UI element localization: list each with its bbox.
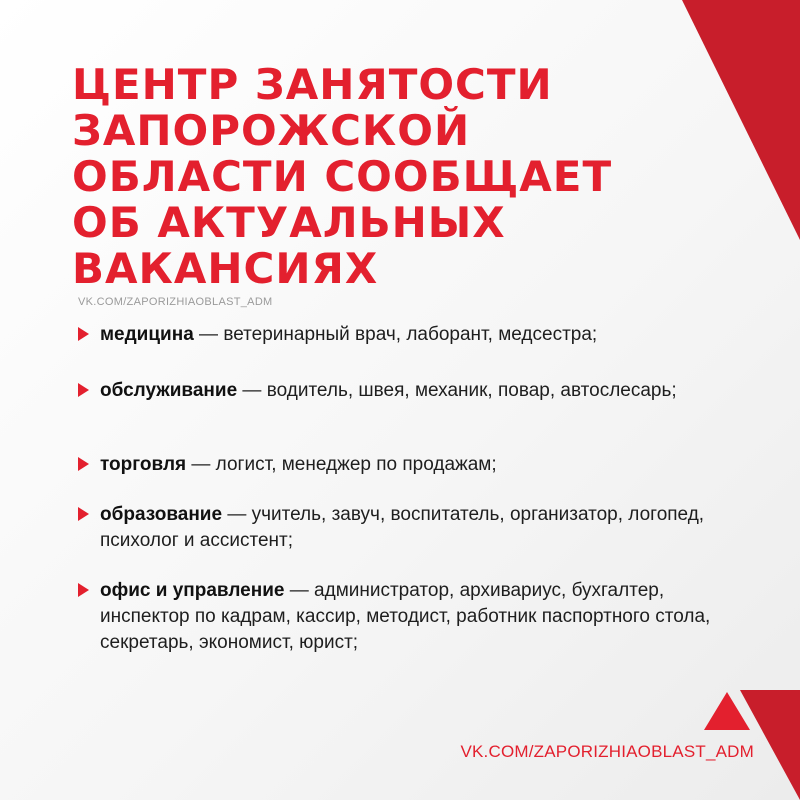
item-category: образование xyxy=(100,504,223,525)
item-description: — ветеринарный врач, лаборант, медсестра; xyxy=(193,324,598,345)
item-category: торговля xyxy=(100,454,187,475)
item-category: обслуживание xyxy=(100,380,238,401)
list-item xyxy=(78,452,758,478)
source-caption: VK.COM/ZAPORIZHIAOBLAST_ADM xyxy=(78,296,273,308)
list-item xyxy=(78,502,758,554)
list-item xyxy=(78,322,758,348)
footer-vk-link[interactable]: VK.COM/ZAPORIZHIAOBLAST_ADM xyxy=(460,742,754,761)
title-line: ОБ АКТУАЛЬНЫХ xyxy=(72,198,506,247)
item-category: офис и управление xyxy=(100,580,285,601)
list-item xyxy=(78,378,758,404)
bullet-arrow-icon xyxy=(78,327,89,341)
bullet-arrow-icon xyxy=(78,457,89,471)
item-description: — водитель, швея, механик, повар, автослесарь; xyxy=(237,380,677,401)
bullet-arrow-icon xyxy=(78,383,89,397)
title-line: ЦЕНТР ЗАНЯТОСТИ xyxy=(72,60,553,109)
top-right-triangle-decoration xyxy=(660,0,800,240)
item-description: — администратор, архивариус, бухгалтер, инспектор по кадрам, кассир, методист, работник паспортного стола, секретарь, экономист, юрист; xyxy=(100,580,711,653)
bullet-arrow-icon xyxy=(78,507,89,521)
title-line: ОБЛАСТИ СООБЩАЕТ xyxy=(72,152,613,201)
bullet-arrow-icon xyxy=(78,583,89,597)
item-description: — учитель, завуч, воспитатель, организатор, логопед, психолог и ассистент; xyxy=(100,504,705,551)
item-description: — логист, менеджер по продажам; xyxy=(186,454,497,475)
page-title xyxy=(72,62,612,292)
item-category: медицина xyxy=(100,324,194,345)
title-line: ВАКАНСИЯХ xyxy=(72,244,379,293)
list-item xyxy=(78,578,758,656)
small-triangle-icon xyxy=(704,692,750,730)
title-line: ЗАПОРОЖСКОЙ xyxy=(72,106,471,155)
